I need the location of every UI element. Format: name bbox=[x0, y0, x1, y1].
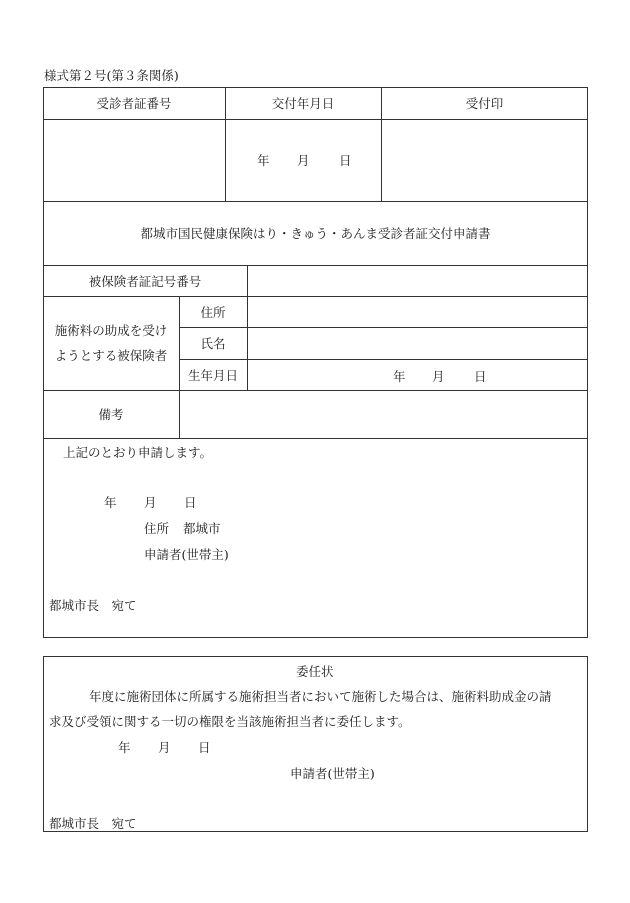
date-month: 月 bbox=[144, 495, 157, 510]
name-field[interactable] bbox=[248, 328, 587, 358]
stamp-header: 受付印 bbox=[465, 96, 504, 111]
applicant-address-value: 都城市 bbox=[183, 521, 221, 536]
date-month: 月 bbox=[158, 740, 171, 755]
insured-number-label: 被保険者証記号番号 bbox=[88, 273, 202, 289]
date-year: 年 bbox=[118, 740, 131, 755]
cert-number-cell[interactable] bbox=[44, 120, 224, 200]
stamp-cell bbox=[382, 120, 587, 200]
applicant-address-label: 住所 bbox=[144, 521, 170, 536]
applicant-group-label-line2: ようとする被保険者 bbox=[54, 348, 168, 363]
date-year: 年 bbox=[104, 495, 117, 510]
delegation-title: 委任状 bbox=[296, 664, 334, 679]
addressee: 都城市長 宛て bbox=[49, 598, 137, 613]
delegation-body-line1: 年度に施術団体に所属する施術担当者において施術した場合は、施術料助成金の請 bbox=[89, 689, 552, 704]
remarks-field[interactable] bbox=[180, 391, 587, 437]
birthdate-field[interactable] bbox=[248, 360, 587, 389]
applicant-group-label bbox=[43, 296, 179, 390]
applicant-label: 申請者(世帯主) bbox=[144, 547, 229, 562]
delegation-date[interactable] bbox=[112, 738, 222, 756]
cert-number-header: 受診者証番号 bbox=[96, 96, 172, 111]
insured-number-field[interactable] bbox=[248, 266, 587, 295]
date-day: 日 bbox=[184, 495, 197, 510]
form-number: 様式第２号(第３条関係) bbox=[44, 68, 179, 83]
application-date[interactable] bbox=[100, 493, 210, 511]
date-day: 日 bbox=[474, 369, 487, 384]
delegation-body-line2: 求及び受領に関する一切の権限を当該施術担当者に委任します。 bbox=[49, 714, 411, 729]
delegation-addressee: 都城市長 宛て bbox=[49, 816, 137, 831]
date-month: 月 bbox=[432, 369, 445, 384]
date-year: 年 bbox=[393, 369, 406, 384]
issue-date-header: 交付年月日 bbox=[271, 96, 335, 111]
form-divider bbox=[43, 438, 588, 439]
date-month: 月 bbox=[297, 153, 310, 168]
date-day: 日 bbox=[198, 740, 211, 755]
address-label: 住所 bbox=[200, 304, 226, 320]
remarks-label: 備考 bbox=[98, 407, 124, 422]
delegation-applicant-label: 申請者(世帯主) bbox=[290, 766, 375, 781]
date-year: 年 bbox=[257, 153, 270, 168]
name-label: 氏名 bbox=[200, 336, 226, 351]
birthdate-label: 生年月日 bbox=[187, 367, 238, 383]
applicant-group-label-line1: 施術料の助成を受け bbox=[54, 323, 168, 338]
date-day: 日 bbox=[339, 153, 352, 168]
form-title: 都城市国民健康保険はり・きゅう・あんま受診者証交付申請書 bbox=[140, 226, 491, 241]
application-statement: 上記のとおり申請します。 bbox=[63, 445, 213, 460]
issue-date-cell[interactable] bbox=[226, 120, 380, 200]
address-field[interactable] bbox=[248, 297, 587, 326]
